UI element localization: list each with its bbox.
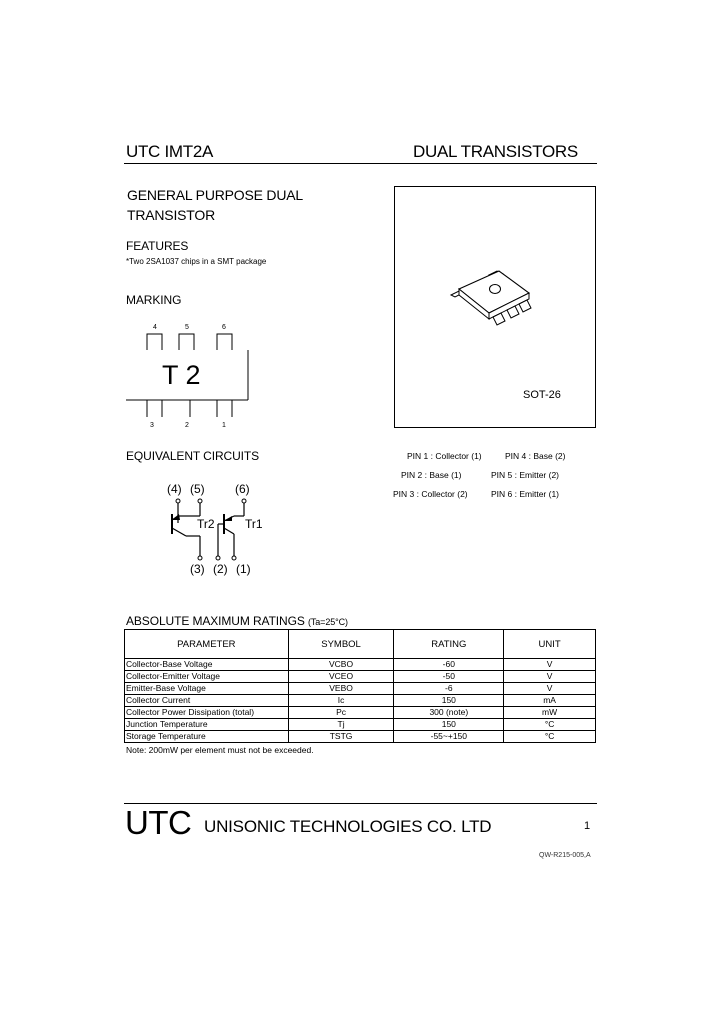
- circuit-pin-6: (6): [235, 482, 250, 496]
- marking-bottom-pin: 2: [185, 422, 189, 429]
- column-header: PARAMETER: [125, 630, 289, 659]
- circuit-pin-1: (1): [236, 562, 251, 576]
- marking-top-pin: 6: [222, 324, 226, 331]
- document-title: [127, 185, 303, 225]
- unit-cell: °C: [504, 731, 596, 743]
- rating-cell: 150: [394, 719, 504, 731]
- rating-cell: 300 (note): [394, 707, 504, 719]
- unit-cell: °C: [504, 719, 596, 731]
- parameter-cell: Collector Current: [125, 695, 289, 707]
- table-header-row: [125, 630, 596, 659]
- unit-cell: V: [504, 671, 596, 683]
- unit-cell: mW: [504, 707, 596, 719]
- pin-4-label: PIN 4 : Base (2): [505, 451, 566, 461]
- package-name: SOT-26: [523, 389, 561, 401]
- footer-logo: UTC: [125, 804, 192, 841]
- table-row: [125, 671, 596, 683]
- column-header: RATING: [394, 630, 504, 659]
- table-row: [125, 707, 596, 719]
- title-line-1: GENERAL PURPOSE DUAL: [127, 187, 303, 203]
- marking-heading: MARKING: [126, 293, 182, 307]
- marking-top-pin: 4: [153, 324, 157, 331]
- ratings-heading-text: ABSOLUTE MAXIMUM RATINGS: [126, 614, 305, 628]
- parameter-cell: Collector Power Dissipation (total): [125, 707, 289, 719]
- table-row: [125, 719, 596, 731]
- unit-cell: V: [504, 659, 596, 671]
- symbol-cell: Pc: [288, 707, 394, 719]
- rating-cell: -50: [394, 671, 504, 683]
- pin-6-label: PIN 6 : Emitter (1): [491, 489, 560, 499]
- ratings-condition: (Ta=25°C): [307, 617, 348, 627]
- marking-bottom-pin: 1: [222, 422, 226, 429]
- circuits-heading: EQUIVALENT CIRCUITS: [126, 449, 260, 463]
- circuit-pin-2: (2): [213, 562, 228, 576]
- transistor-tr2-label: Tr2: [197, 517, 215, 531]
- ratings-note: Note: 200mW per element must not be exceeded.: [126, 745, 314, 755]
- table-row: [125, 683, 596, 695]
- pin-3-label: PIN 3 : Collector (2): [393, 489, 468, 499]
- parameter-cell: Storage Temperature: [125, 731, 289, 743]
- footer-rule: [124, 803, 597, 804]
- header-product: UTC IMT2A: [126, 142, 214, 161]
- rating-cell: 150: [394, 695, 504, 707]
- symbol-cell: Ic: [288, 695, 394, 707]
- package-box: [394, 186, 596, 428]
- title-line-2: TRANSISTOR: [127, 207, 215, 223]
- symbol-cell: TSTG: [288, 731, 394, 743]
- features-heading: FEATURES: [126, 239, 189, 253]
- equivalent-circuit-schematic: [160, 496, 270, 568]
- symbol-cell: Tj: [288, 719, 394, 731]
- pin-2-label: PIN 2 : Base (1): [401, 470, 462, 480]
- symbol-cell: VCBO: [288, 659, 394, 671]
- rating-cell: -60: [394, 659, 504, 671]
- pin-1-label: PIN 1 : Collector (1): [407, 451, 482, 461]
- page-number: 1: [584, 820, 591, 832]
- parameter-cell: Collector-Base Voltage: [125, 659, 289, 671]
- document-code: QW-R215-005,A: [539, 852, 591, 859]
- parameter-cell: Emitter-Base Voltage: [125, 683, 289, 695]
- header-rule: [124, 163, 597, 164]
- table-row: [125, 731, 596, 743]
- parameter-cell: Collector-Emitter Voltage: [125, 671, 289, 683]
- feature-item: *Two 2SA1037 chips in a SMT package: [126, 257, 267, 266]
- marking-bottom-pin: 3: [150, 422, 154, 429]
- ratings-table: [124, 629, 596, 743]
- column-header: SYMBOL: [288, 630, 394, 659]
- header-category: DUAL TRANSISTORS: [413, 142, 578, 161]
- circuit-pin-4: (4): [167, 482, 182, 496]
- symbol-cell: VCEO: [288, 671, 394, 683]
- marking-top-pin: 5: [185, 324, 189, 331]
- parameter-cell: Junction Temperature: [125, 719, 289, 731]
- marking-code: T 2: [162, 360, 201, 390]
- rating-cell: -6: [394, 683, 504, 695]
- unit-cell: mA: [504, 695, 596, 707]
- symbol-cell: VEBO: [288, 683, 394, 695]
- column-header: UNIT: [504, 630, 596, 659]
- footer-company-name: UNISONIC TECHNOLOGIES CO. LTD: [204, 817, 492, 836]
- table-row: [125, 659, 596, 671]
- circuit-pin-5: (5): [190, 482, 205, 496]
- table-row: [125, 695, 596, 707]
- ratings-heading: [126, 614, 348, 628]
- transistor-tr1-label: Tr1: [245, 517, 263, 531]
- rating-cell: -55~+150: [394, 731, 504, 743]
- sot26-package-image: [447, 259, 547, 339]
- pin-5-label: PIN 5 : Emitter (2): [491, 470, 560, 480]
- circuit-pin-3: (3): [190, 562, 205, 576]
- unit-cell: V: [504, 683, 596, 695]
